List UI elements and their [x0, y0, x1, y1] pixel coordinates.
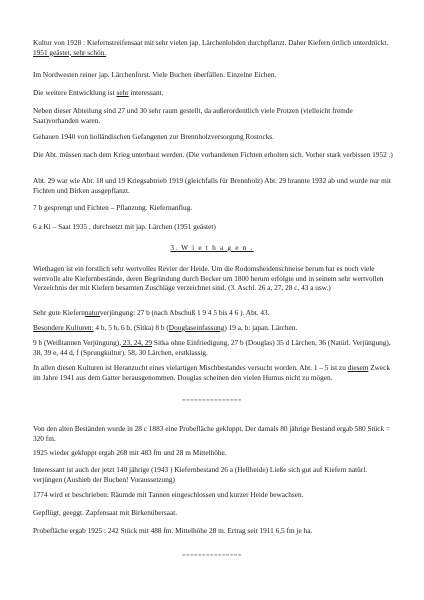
underlined-text: diesem	[347, 363, 369, 372]
paragraph-entwicklung	[33, 88, 398, 98]
paragraph-probeflaeche-1925: Probefläche ergab 1925 : 242 Stück mit 488 fm. Mittelhöhe 28 m. Ertrag seit 1911 6,5 fm je ha.	[33, 526, 313, 535]
paragraph-besondere-kulturen	[33, 323, 398, 333]
paragraph-text: 9 b (Weißtannen Verjüngung),	[33, 338, 122, 347]
paragraph-weisstannen	[33, 338, 398, 357]
paragraph-abt-29: Abt. 29 war wie Abt. 18 und 19 Kriegsabtrieb 1919 (gleichfalls für Brennholz) Abt. 29 brannte 1932 ab und wurde nur mit Fichten und Birken ausgepflanzt.	[33, 176, 391, 195]
paragraph-text: verjüngung: 27 b (nach Abschuß 1 9 4 5 bis 4 6 ). Abt. 43.	[99, 308, 270, 317]
paragraph-hellheide: Interessant ist auch der jetzt 140 jährige (1943 ) Kiefernbestand 26 a (Hellheide) Ließe sich gut auf Kiefern natürl. verjüngen (Aushieb der Buchen! Voraussetzung)	[33, 465, 368, 484]
paragraph-text: Zweck im Jahre 1941 aus dem Gatter herausgenommen. Douglas scheinen den vielen Humus nicht zu mögen.	[33, 363, 391, 382]
paragraph-7b: 7 b gesprengt und Fichten – Pflanzung. Kiefernanflug.	[33, 203, 193, 212]
paragraph-text: Die weitere Entwicklung ist	[33, 88, 115, 97]
paragraph-gehauen-1940: Gehauen 1940 von holländischen Gefangenen zur Brennholzversorgung Rostocks.	[33, 132, 275, 141]
underlined-text: sehr	[116, 88, 129, 97]
paragraph-text: ) 19 a, b: japan. Lärchen.	[224, 323, 298, 332]
paragraph-mischbestand	[33, 363, 398, 382]
underlined-text: Douglaseinfassung	[168, 323, 225, 332]
paragraph-text: interessant.	[128, 88, 164, 97]
paragraph-wiethagen-intro: Wiethagen ist ein forstlich sehr wertvolles Revier der Heide. Um die Rodomsheidenschneise herum hat es noch viele wertvolle alte Kiefernbestände, deren Begründung durch Becker um 1800 herum erfolgte und in seinem sehr wertvollen Verzeichnis der mit Kiefern besamten Zuschläge verzeichnet sind. (3. Aschl. 26 a, 27, 28 c, 43 a usw.)	[33, 264, 384, 293]
separator-line: ===============	[182, 553, 242, 559]
paragraph-abteilung-27-30: Neben dieser Abteilung sind 27 und 30 sehr raum gestellt, da außerordentlich viele Protzen (vielleicht fremde Saat)vorhanden waren.	[33, 106, 353, 125]
underlined-text: natur	[84, 308, 100, 317]
paragraph-kultur-1928	[33, 38, 398, 57]
paragraph-1774: 1774 wird er beschrieben: Räumde mit Tannen eingeschlossen und kurzer Heide bewachsen.	[33, 490, 304, 499]
paragraph-text: Kultur von 1928 : Kiefernstreifensaat mit sehr vielen jap. Lärchenlohden durchpflanzt. Daher Kiefern örtlich unterdrückt.	[33, 38, 389, 47]
section-heading-wiethagen: 3. W i e t h a g e n .	[170, 243, 254, 252]
separator-line: ===============	[182, 398, 242, 404]
paragraph-probeflaeche-1883: Von den alten Beständen wurde in 28 c 1883 eine Probefläche gekluppt. Der damals 80 jährige Bestand ergab 580 Stück = 320 fm.	[33, 424, 391, 443]
paragraph-6a: 6 a Ki – Saat 1935 , durchsetzt mit jap. Lärchen (1951 geästet)	[33, 222, 216, 231]
paragraph-text: Sitka ohne Einfriedigung, 27 b (Douglas) 35 d Lärchen, 36 (Natürl. Verjüngung), 38, 39 e, 44 d, f (Sprungkultur). 58, 30 Lärchen, erstklassig.	[33, 338, 391, 357]
paragraph-text: In allen diesen Kulturen ist Heranzucht eines vielartigen Mischbestandes versucht worden. Abt. 1 – 5 ist zu	[33, 363, 346, 372]
paragraph-1925-gekluppt: 1925 wieder gekluppt ergab 268 mit 483 fm und 28 m Mittelhöhe.	[33, 448, 227, 457]
paragraph-gepfluegt: Gepflügt, geeggt. Zapfensaat mit Birkenübersaat.	[33, 508, 178, 517]
paragraph-text: Sehr gute Kiefern	[33, 308, 85, 317]
paragraph-text: 4 b, 5 b, 6 b, (Sitka) 8 b (	[93, 323, 169, 332]
underlined-text: 23, 24, 29	[121, 338, 153, 347]
underlined-text: Besondere Kulturen:	[33, 323, 94, 332]
underlined-text: 1951 geästet, sehr schön.	[33, 47, 107, 57]
paragraph-naturverjuengung	[33, 308, 398, 318]
paragraph-unterbau: Die Abt. müssen nach dem Krieg unterbaut werden. (Die vorhandenen Fichten erholten sich. Vorher stark verbissen 1952 .)	[33, 150, 393, 159]
paragraph-nordwesten: Im Nordwesten reiner jap. Lärchenforst. Viele Buchen überfällen. Einzelne Eichen.	[33, 70, 277, 79]
